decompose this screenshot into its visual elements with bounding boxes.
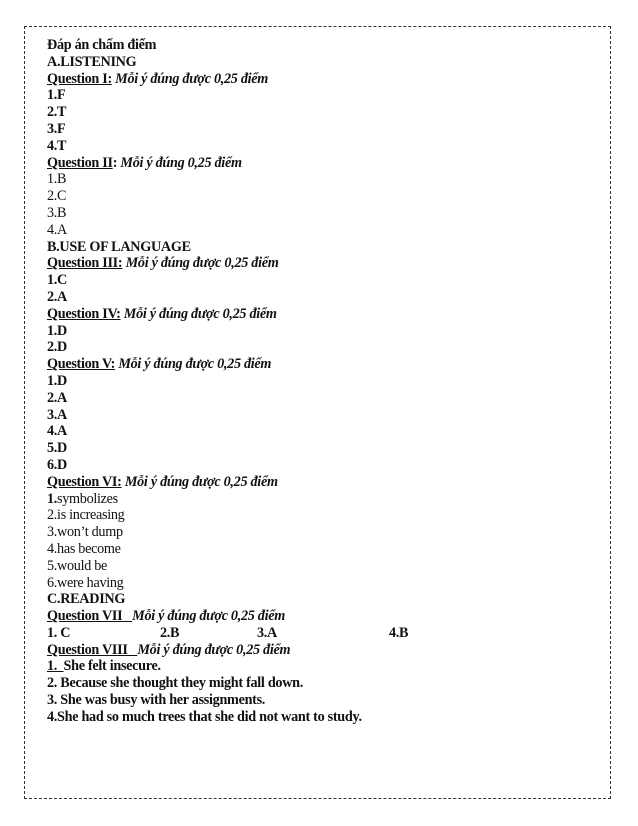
answer-item: 3.F [47,120,66,137]
question-7-answers-row [47,625,602,642]
question-1-score: Mỗi ý đúng được 0,25 điểm [115,70,268,87]
question-7-score: Mỗi ý đúng được 0,25 điểm [132,608,285,625]
question-2-label: Question II [47,154,113,171]
answer-item: 3. She was busy with her assignments. [47,692,266,709]
question-1-header [47,71,602,88]
question-8-score: Mỗi ý đúng được 0,25 điểm [137,641,291,658]
question-3-score: Mỗi ý đúng được 0,25 điểm [125,255,279,272]
question-8-label: Question VIII [47,641,138,658]
question-4-label: Question IV: [47,305,121,322]
answer-item: 1.D [47,322,67,339]
answer-item: 6.D [47,456,67,473]
answer-item [47,524,602,541]
answer-item [47,658,602,675]
answer-item: 1.B [47,171,67,188]
question-7-label: Question VII [47,608,133,625]
section-heading-use-of-language: B.USE OF LANGUAGE [47,238,191,255]
answer-text: is increasing [57,507,125,524]
answer-item: 1.D [47,372,67,389]
answer-item: 4.She had so much trees that she did not want to study. [47,708,362,725]
answer-item: 2. Because she thought they might fall down. [47,675,303,692]
question-5-label: Question V: [47,356,116,373]
answer-item: 4.B [389,624,409,641]
answer-item: 2.C [47,188,67,205]
question-3-header [47,255,602,272]
answer-item: 2.A [47,389,67,406]
question-2-score: Mỗi ý đúng 0,25 điểm [120,154,242,171]
answer-item: 2.D [47,339,67,356]
question-1-label: Question I: [47,70,112,87]
answer-item [47,575,602,592]
answer-number: 6. [47,574,58,591]
answer-item: 3.B [47,204,67,221]
section-heading-listening: A.LISTENING [47,53,137,70]
answer-item: 1. C [47,624,71,641]
question-8-header [47,642,602,659]
answer-text: won’t dump [57,524,123,541]
answer-number: 5. [47,557,58,574]
document-title: Đáp án chấm điểm [47,37,157,53]
answer-text: symbolizes [57,490,118,507]
answer-number: 2. [47,507,58,524]
answer-item [47,507,602,524]
answer-item: 2.A [47,288,67,305]
question-2-colon: : [112,154,118,171]
answer-item: 2.T [47,104,67,121]
question-5-score: Mỗi ý đúng được 0,25 điểm [118,356,272,373]
answer-item: 4.A [47,221,67,238]
question-7-header [47,608,602,625]
answer-item: 1.C [47,272,67,289]
question-6-score: Mỗi ý đúng được 0,25 điểm [124,473,278,490]
answer-item: 4.T [47,137,67,154]
question-2-header [47,155,602,172]
answer-text: would be [57,557,108,574]
question-4-score: Mỗi ý đúng được 0,25 điểm [123,305,277,322]
answer-key-document [47,37,602,726]
section-heading-reading: C.READING [47,591,126,608]
answer-item: 2.B [160,624,180,641]
answer-text: has become [57,540,121,557]
question-5-header [47,356,602,373]
answer-number: 3. [47,524,58,541]
answer-number: 1. [47,490,58,507]
answer-item: 4.A [47,423,67,440]
answer-item: 3.A [47,406,67,423]
question-4-header [47,306,602,323]
answer-text: She felt insecure. [63,658,161,675]
answer-item [47,558,602,575]
answer-item [47,541,602,558]
question-6-header [47,474,602,491]
answer-item: 3.A [257,624,277,641]
answer-text: were having [57,574,124,591]
answer-item: 5.D [47,440,67,457]
answer-number: 4. [47,540,58,557]
answer-item [47,491,602,508]
answer-item: 1.F [47,87,66,104]
answer-number: 1. [47,658,64,675]
question-6-label: Question VI: [47,473,122,490]
question-3-label: Question III: [47,255,123,272]
